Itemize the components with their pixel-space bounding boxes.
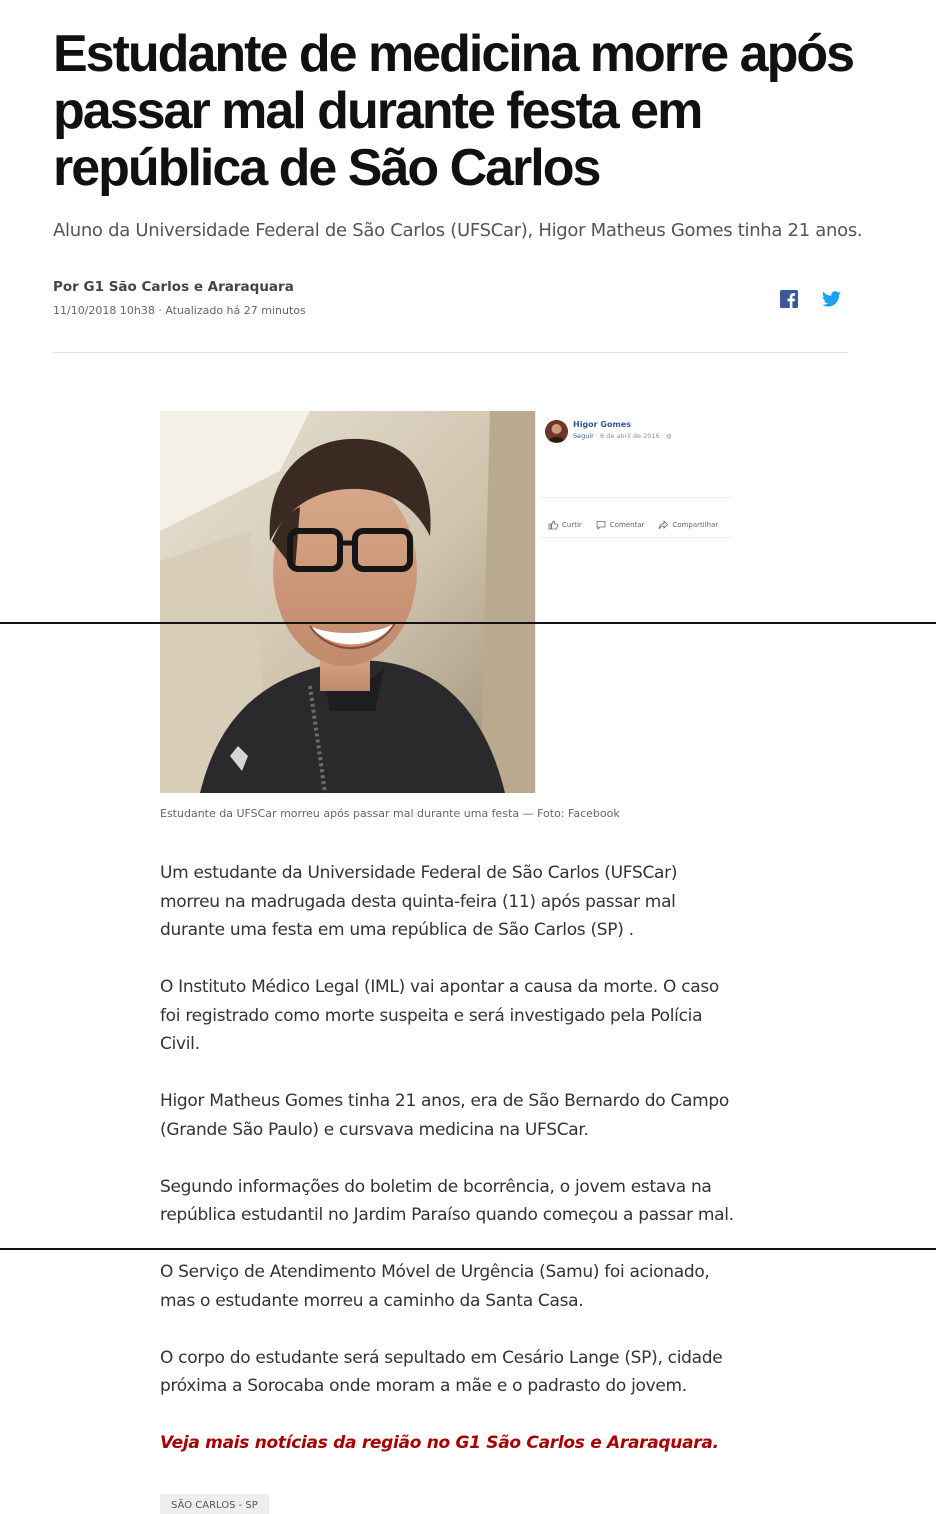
byline: Por G1 São Carlos e Araraquara: [53, 279, 294, 295]
paragraph: Higor Matheus Gomes tinha 21 anos, era de São Bernardo do Campo (Grande São Paulo) e cursvava medicina na UFSCar.: [160, 1091, 729, 1140]
region-tag[interactable]: SÃO CARLOS - SP: [160, 1494, 269, 1514]
more-news-link[interactable]: Veja mais notícias da região no G1 São Carlos e Araraquara.: [160, 1433, 719, 1453]
overlay-line: [0, 1248, 936, 1250]
fb-avatar: [545, 420, 568, 443]
fb-post-date: · 6 de abril de 2016 ·: [593, 432, 666, 440]
share-facebook-button[interactable]: [779, 289, 799, 309]
fb-like-button[interactable]: [548, 520, 582, 530]
paragraph: O Instituto Médico Legal (IML) vai apontar a causa da morte. O caso foi registrado como morte suspeita e será investigado pela Polícia Civil.: [160, 977, 720, 1054]
fb-post-author[interactable]: Higor Gomes: [573, 420, 631, 429]
publish-date: 11/10/2018 10h38 · Atualizado há 27 minutos: [53, 304, 306, 317]
share-arrow-icon: [658, 520, 668, 530]
fb-post-meta: [573, 432, 672, 440]
figure-caption: Estudante da UFSCar morreu após passar mal durante uma festa — Foto: Facebook: [160, 807, 620, 820]
fb-share-label: Compartilhar: [672, 521, 719, 529]
fb-separator: [541, 497, 731, 498]
fb-separator: [541, 537, 731, 538]
paragraph: Um estudante da Universidade Federal de São Carlos (UFSCar) morreu na madrugada desta quinta-feira (11) após passar mal durante uma festa em uma república de São Carlos (SP) .: [160, 863, 678, 940]
paragraph: O Serviço de Atendimento Móvel de Urgência (Samu) foi acionado, mas o estudante morreu a caminho da Santa Casa.: [160, 1262, 710, 1311]
fb-share-button[interactable]: [658, 520, 718, 530]
share-twitter-button[interactable]: [821, 289, 841, 309]
article-body: [160, 859, 740, 1514]
header-divider: [53, 352, 848, 353]
comment-icon: [596, 520, 606, 530]
twitter-icon: [822, 291, 841, 307]
facebook-icon: [780, 290, 798, 308]
paragraph: O corpo do estudante será sepultado em Cesário Lange (SP), cidade próxima a Sorocaba onde moram a mãe e o padrasto do jovem.: [160, 1347, 723, 1396]
overlay-line: [0, 622, 936, 624]
facebook-post-embed[interactable]: [535, 411, 740, 793]
fb-post-actions: [548, 520, 718, 530]
student-photo: [160, 411, 535, 793]
article-figure[interactable]: [160, 411, 740, 793]
fb-like-label: Curtir: [562, 521, 582, 529]
thumbs-up-icon: [548, 520, 558, 530]
article-title: Estudante de medicina morre após passar mal durante festa em república de São Carlos: [53, 25, 854, 197]
fb-comment-label: Comentar: [609, 521, 645, 529]
article-subtitle: Aluno da Universidade Federal de São Carlos (UFSCar), Higor Matheus Gomes tinha 21 anos.: [53, 220, 863, 241]
fb-comment-button[interactable]: [596, 520, 645, 530]
globe-icon: ◍: [665, 432, 672, 440]
paragraph: Segundo informações do boletim de bcorrência, o jovem estava na república estudantil no Jardim Paraíso quando começou a passar mal.: [160, 1176, 734, 1225]
fb-follow-link[interactable]: Seguir: [573, 432, 594, 440]
